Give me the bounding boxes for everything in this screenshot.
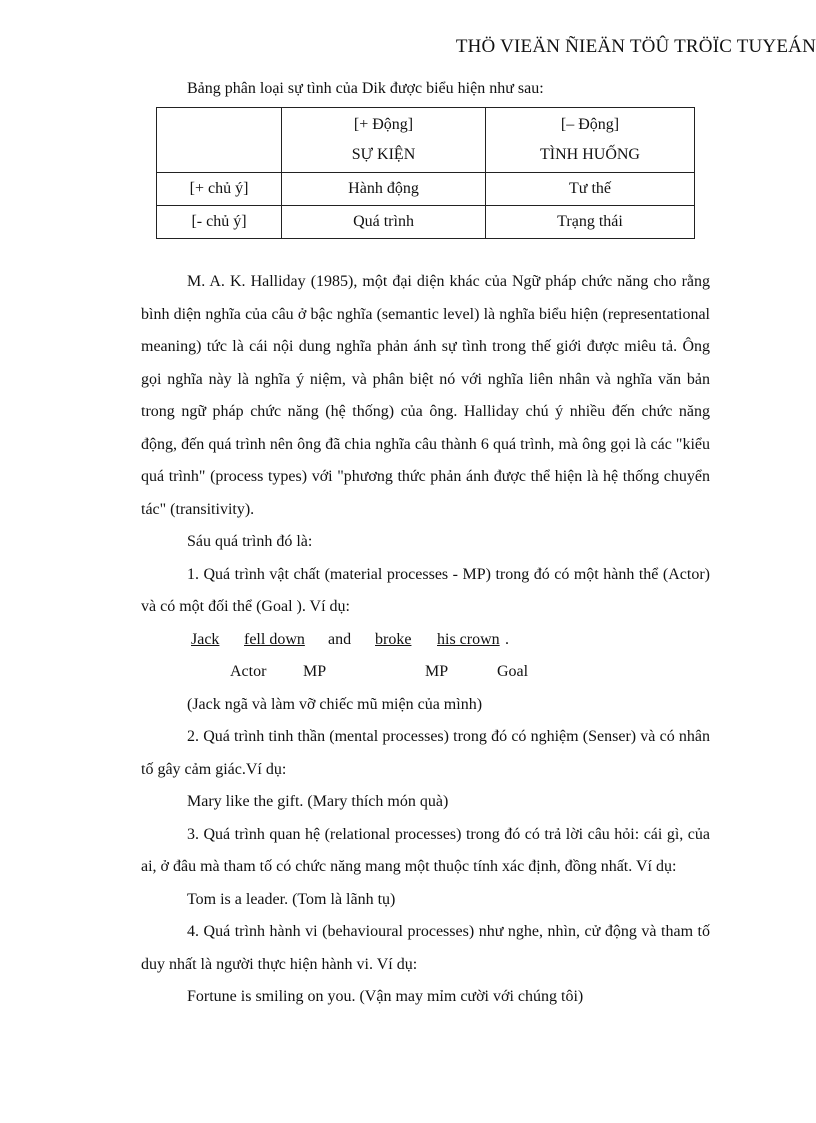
header-event-label: SỰ KIỆN [351,146,416,163]
header-situation-label: TÌNH HUỐNG [540,146,640,163]
header-static-feature: [– Động] [560,116,620,133]
classification-table [156,107,695,239]
table-cell: Tư thế [486,173,695,206]
paragraph-mental-process: 2. Quá trình tinh thần (mental processes) trong đó có nghiệm (Senser) và có nhân tố gây cảm giác.Ví dụ: [141,728,710,778]
paragraph-six-processes: Sáu quá trình đó là: [187,533,313,550]
paragraph-example: Mary like the gift. (Mary thích món quà) [187,793,449,810]
paragraph-translation: (Jack ngã và làm vỡ chiếc mũ miện của mình) [187,695,483,713]
example-word: and [328,630,352,648]
paragraph-behavioural-process: 4. Quá trình hành vi (behavioural processes) như nghe, nhìn, cử động và tham tố duy nhất là người thực hiện hành vi. Ví dụ: [141,923,710,973]
table-cell: Quá trình [282,206,486,239]
table-row [157,206,695,239]
paragraph-example: Tom is a leader. (Tom là lãnh tụ) [187,890,396,908]
table-header-row [157,108,695,173]
example-word: Jack [191,630,220,648]
example-label: Actor [230,663,267,680]
table-cell: [- chủ ý] [157,206,282,239]
paragraph-example: Fortune is smiling on you. (Vận may mỉm cười với chúng tôi) [187,988,584,1005]
example-word: fell down [244,630,305,648]
body-text [141,266,710,1014]
page-header: THÖ VIEÄN ÑIEÄN TÖÛ TRÖÏC TUYEÁN [455,36,816,57]
table-cell: [+ chủ ý] [157,173,282,206]
table-row [157,173,695,206]
table-header-dynamic [282,108,486,173]
paragraph-relational-process: 3. Quá trình quan hệ (relational processes) trong đó có trả lời câu hỏi: cái gì, của ai, ở đâu mà tham tố có chức năng mang một thuộc tính xác định, đồng nhất. Ví dụ: [141,825,710,875]
table-header-static [486,108,695,173]
example-label: MP [303,663,327,680]
table-cell: Trạng thái [486,206,695,239]
table-header-empty-cell [157,108,282,173]
example-punctuation: . [505,630,509,648]
example-word: his crown [437,630,500,648]
paragraph-halliday: M. A. K. Halliday (1985), một đại diện khác của Ngữ pháp chức năng cho rằng bình diện nghĩa của câu ở bậc nghĩa (semantic level) là nghĩa biểu hiện (representational meaning) tức là cái nội dung nghĩa phản ánh sự tình trong thế giới được miêu tả. Ông gọi nghĩa này là nghĩa ý niệm, và phân biệt nó với nghĩa liên nhân và nghĩa văn bản trong ngữ pháp chức năng (hệ thống) của ông. Halliday chú ý nhiều đến chức năng động, đến quá trình nên ông đã chia nghĩa câu thành 6 quá trình, mà ông gọi là các "kiểu quá trình" (process types) với "phương thức phản ánh được thể hiện là hệ thống chuyển tác" (transitivity). [141,273,710,518]
example-label: MP [425,663,449,680]
example-label: Goal [497,663,529,680]
header-dynamic-feature: [+ Động] [353,116,414,133]
example-word: broke [375,630,412,648]
example-labels [141,656,710,689]
table-caption: Bảng phân loại sự tình của Dik được biểu hiện như sau: [187,80,544,97]
paragraph-material-process: 1. Quá trình vật chất (material processes - MP) trong đó có một hành thể (Actor) và có một đối thể (Goal ). Ví dụ: [141,565,710,615]
table-cell: Hành động [282,173,486,206]
example-sentence [141,624,710,657]
